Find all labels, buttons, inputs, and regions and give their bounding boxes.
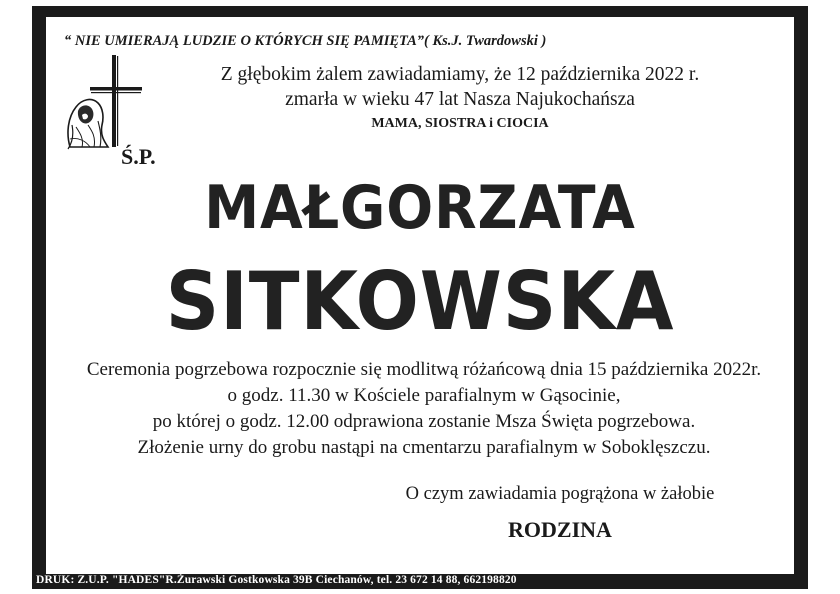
- deceased-first-name: MAŁGORZATA: [204, 173, 636, 243]
- ceremony-line: o godz. 11.30 w Kościele parafialnym w Gąsocinie,: [227, 385, 621, 406]
- deceased-last-name: SITKOWSKA: [165, 255, 675, 348]
- ceremony-line: Ceremonia pogrzebowa rozpocznie się modlitwą różańcową dnia 15 października 2022r.: [86, 359, 762, 380]
- relations-line: MAMA, SIOSTRA i CIOCIA: [371, 116, 549, 131]
- announcement-line-2: zmarła w wieku 47 lat Nasza Najukochańsza: [285, 89, 635, 110]
- ceremony-line: Złożenie urny do grobu nastąpi na cmentarzu parafialnym w Soboklęszczu.: [137, 437, 711, 458]
- ceremony-line: po której o godz. 12.00 odprawiona zostanie Msza Święta pogrzebowa.: [152, 411, 696, 432]
- printer-imprint: DRUK: Z.U.P. "HADES"R.Żurawski Gostkowska 39B Ciechanów, tel. 23 672 14 88, 662198820: [36, 574, 517, 586]
- prefix-sp: Ś.P.: [121, 144, 156, 169]
- signature-family: RODZINA: [508, 517, 612, 542]
- announcement-line-1: Z głębokim żalem zawiadamiamy, że 12 października 2022 r.: [220, 64, 700, 85]
- motto-quote: “ NIE UMIERAJĄ LUDZIE O KTÓRYCH SIĘ PAMIĘTA”( Ks.J. Twardowski ): [64, 33, 547, 49]
- closing-note: O czym zawiadamia pogrążona w żałobie: [405, 484, 715, 504]
